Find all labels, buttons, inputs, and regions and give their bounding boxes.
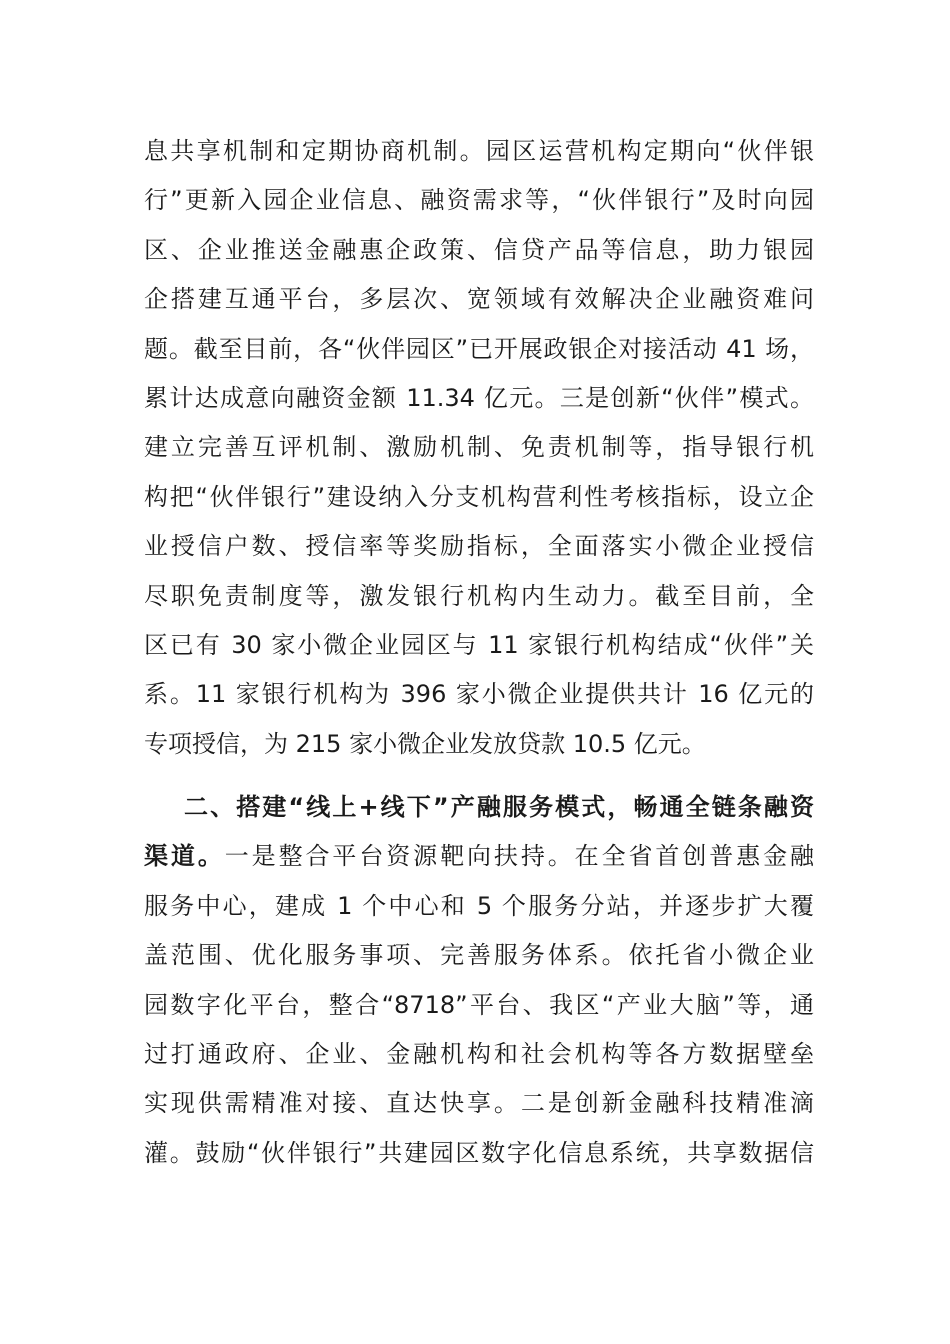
paragraph-line: 行”更新入园企业信息、融资需求等，“伙伴银行”及时向园 [144, 186, 814, 215]
paragraph-line: 业授信户数、授信率等奖励指标，全面落实小微企业授信 [144, 532, 814, 561]
paragraph-line: 盖范围、优化服务事项、完善服务体系。依托省小微企业 [144, 941, 814, 970]
paragraph-line: 建立完善互评机制、激励机制、免责机制等，指导银行机 [144, 433, 814, 462]
paragraph-line: 系。11 家银行机构为 396 家小微企业提供共计 16 亿元的 [144, 680, 814, 709]
paragraph-partner-bank-mechanism [144, 127, 814, 769]
paragraph-line [144, 832, 814, 881]
paragraph-line: 题。截至目前，各“伙伴园区”已开展政银企对接活动 41 场， [144, 334, 814, 363]
paragraph-line: 区已有 30 家小微企业园区与 11 家银行机构结成“伙伴”关 [144, 630, 814, 659]
paragraph-line: 尽职免责制度等，激发银行机构内生动力。截至目前，全 [144, 581, 814, 610]
paragraph-line: 专项授信，为 215 家小微企业发放贷款 10.5 亿元。 [144, 729, 706, 758]
paragraph-line: 服务中心，建成 1 个中心和 5 个服务分站，并逐步扩大覆 [144, 891, 814, 920]
section-heading-end: 渠道。 [144, 842, 225, 871]
paragraph-line: 息共享机制和定期协商机制。园区运营机构定期向“伙伴银 [144, 137, 814, 165]
paragraph-line: 区、企业推送金融惠企政策、信贷产品等信息，助力银园 [144, 235, 814, 264]
paragraph-text: 一是整合平台资源靶向扶持。在全省首创普惠金融 [224, 842, 814, 871]
paragraph-line: 园数字化平台，整合“8718”平台、我区“产业大脑”等，通 [144, 990, 814, 1019]
paragraph-line: 过打通政府、企业、金融机构和社会机构等各方数据壁垒 [144, 1039, 814, 1068]
paragraph-line: 企搭建互通平台，多层次、宽领域有效解决企业融资难问 [144, 285, 814, 314]
paragraph-line: 累计达成意向融资金额 11.34 亿元。三是创新“伙伴”模式。 [144, 383, 814, 412]
section-heading: 二、搭建“线上+线下”产融服务模式，畅通全链条融资 [184, 793, 814, 821]
paragraph-line: 灌。鼓励“伙伴银行”共建园区数字化信息系统，共享数据信 [144, 1138, 814, 1167]
paragraph-line: 构把“伙伴银行”建设纳入分支机构营利性考核指标，设立企 [144, 482, 814, 511]
paragraph-online-offline-service [144, 783, 814, 1178]
paragraph-line: 实现供需精准对接、直达快享。二是创新金融科技精准滴 [144, 1089, 814, 1118]
